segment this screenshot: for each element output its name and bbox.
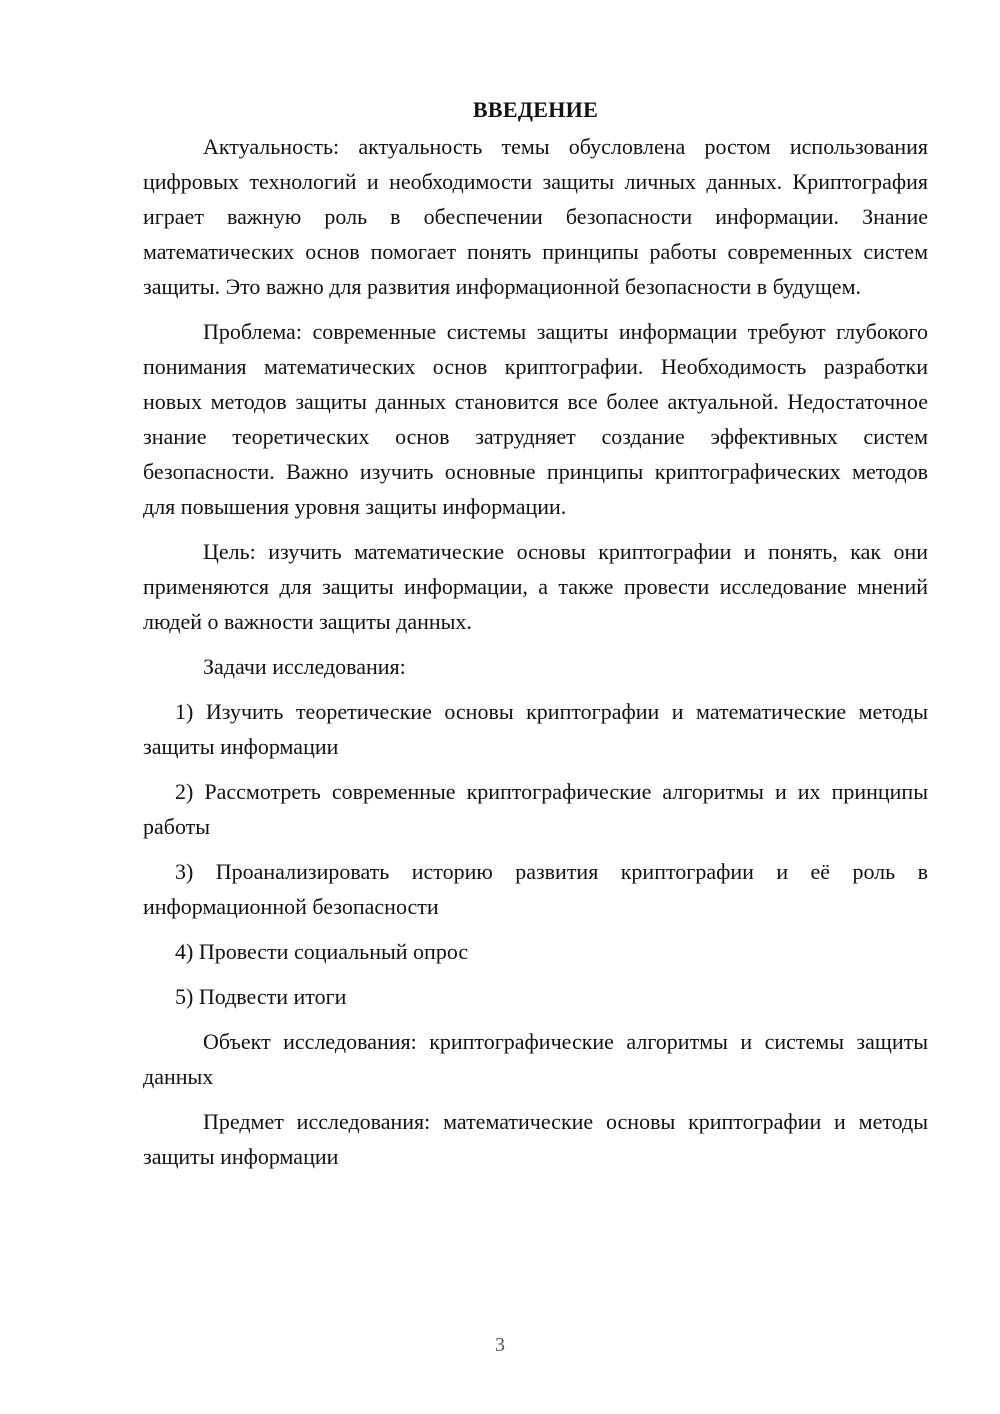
task-item-4: 4) Провести социальный опрос [175, 939, 469, 964]
page-number: 3 [495, 1334, 505, 1356]
tasks-list [143, 694, 928, 1014]
object-paragraph: Объект исследования: криптографические алгоритмы и системы защиты данных [143, 1029, 928, 1089]
document-page [143, 95, 928, 1184]
document-title: ВВЕДЕНИЕ [472, 97, 599, 122]
task-item-2: 2) Рассмотреть современные криптографические алгоритмы и их принципы работы [143, 779, 928, 839]
task-item-3: 3) Проанализировать историю развития криптографии и её роль в информационной безопасности [143, 859, 928, 919]
task-item-5: 5) Подвести итоги [175, 984, 347, 1009]
relevance-paragraph: Актуальность: актуальность темы обусловлена ростом использования цифровых технологий и необходимости защиты личных данных. Криптография играет важную роль в обеспечении безопасности информации. Знание математических основ помогает понять принципы работы современных систем защиты. Это важно для развития информационной безопасности в будущем. [143, 134, 928, 299]
tasks-heading: Задачи исследования: [203, 654, 406, 679]
problem-paragraph: Проблема: современные системы защиты информации требуют глубокого понимания математических основ криптографии. Необходимость разработки новых методов защиты данных становится все более актуальной. Недостаточное знание теоретических основ затрудняет создание эффективных систем безопасности. Важно изучить основные принципы криптографических методов для повышения уровня защиты информации. [143, 319, 928, 519]
goal-paragraph: Цель: изучить математические основы криптографии и понять, как они применяются для защиты информации, а также провести исследование мнений людей о важности защиты данных. [143, 539, 928, 634]
subject-paragraph: Предмет исследования: математические основы криптографии и методы защиты информации [143, 1109, 928, 1169]
task-item-1: 1) Изучить теоретические основы криптографии и математические методы защиты информации [143, 699, 928, 759]
